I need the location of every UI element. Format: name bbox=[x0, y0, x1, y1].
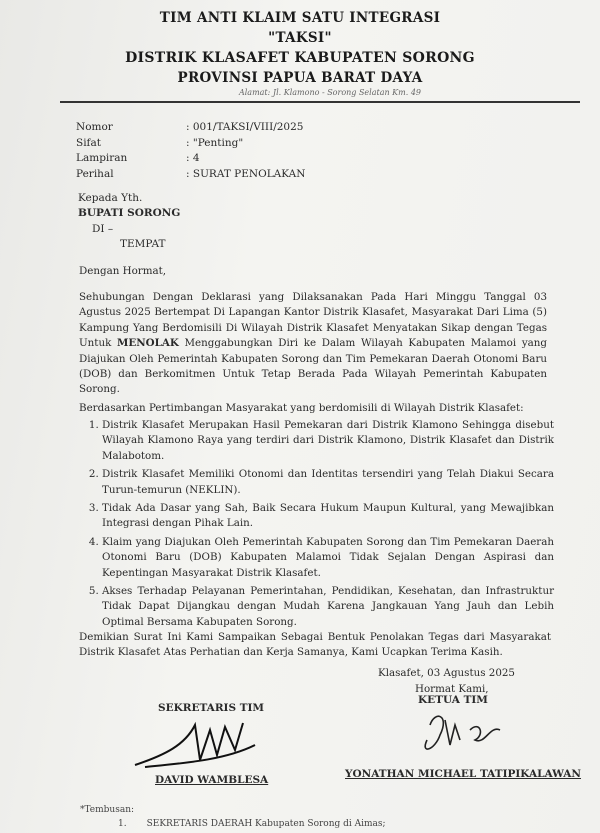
considerations-intro: Berdasarkan Pertimbangan Masyarakat yang berdomisili di Wilayah Distrik Klasafet: bbox=[79, 402, 524, 414]
list-item: 1. Distrik Klasafet Merupakan Hasil Pemekaran dari Distrik Klamono Sehingga disebut Wilayah Klamono Raya yang terdiri dari Distrik Klamono, Distrik Klasafet dan Distrik Malabotom. bbox=[102, 418, 554, 464]
cc-item-number: 1. bbox=[118, 819, 127, 829]
right-signatory-title: KETUA TIM bbox=[418, 694, 488, 706]
letterhead-address: Alamat: Jl. Klamono - Sorong Selatan Km. 49 bbox=[238, 88, 422, 97]
meta-label: Sifat bbox=[76, 136, 101, 149]
recipient-kepada: Kepada Yth. bbox=[78, 192, 143, 204]
letterhead-line-3: DISTRIK KLASAFET KABUPATEN SORONG bbox=[125, 50, 475, 66]
letterhead-line-4: PROVINSI PAPUA BARAT DAYA bbox=[177, 70, 423, 86]
list-item: 5. Akses Terhadap Pelayanan Pemerintahan, Pendidikan, Kesehatan, dan Infrastruktur Tidak Dapat Dijangkau dengan Mudah Karena Jangkauan Yang Jauh dan Lebih Optimal Bersama Kabupaten Sorong. bbox=[102, 584, 554, 630]
meta-label: Perihal bbox=[76, 167, 114, 180]
recipient-di: DI – bbox=[92, 223, 114, 235]
meta-row-sifat bbox=[76, 136, 305, 152]
recipient-name: BUPATI SORONG bbox=[78, 207, 181, 219]
right-signature-icon bbox=[415, 705, 515, 765]
list-item: 3. Tidak Ada Dasar yang Sah, Baik Secara Hukum Maupun Kultural, yang Mewajibkan Integrasi dengan Pihak Lain. bbox=[102, 501, 554, 532]
intro-text: Sehubungan Dengan Deklarasi yang Dilaksanakan Pada Hari Minggu Tanggal 03 Agustus 2025 Bertempat Di Lapangan Kantor Distrik Klasafet, Masyarakat Dari Lima (5) Kampung Yang Berdomisili Di Wilayah Distrik Klasafet Menyatakan Sikap dengan Tegas Untuk bbox=[79, 291, 547, 350]
meta-label: Lampiran bbox=[76, 152, 128, 164]
meta-value: : SURAT PENOLAKAN bbox=[186, 167, 306, 180]
list-item: 4. Klaim yang Diajukan Oleh Pemerintah Kabupaten Sorong dan Tim Pemekaran Daerah Otonomi Baru (DOB) Kabupaten Malamoi Tidak Sejalan Dengan Aspirasi dan Kepentingan Masyarakat Distrik Klasafet. bbox=[102, 535, 554, 581]
closing-paragraph: Demikian Surat Ini Kami Sampaikan Sebagai Bentuk Penolakan Tegas dari Masyarakat Distrik Klasafet Atas Perhatian dan Kerja Samanya, Kami Ucapkan Terima Kasih. bbox=[79, 631, 551, 659]
header-divider bbox=[60, 101, 580, 103]
left-signature-icon bbox=[125, 715, 265, 775]
meta-row-nomor bbox=[76, 120, 305, 136]
intro-emphasis: MENOLAK bbox=[117, 337, 179, 350]
left-signatory-name: DAVID WAMBLESA bbox=[155, 774, 269, 786]
meta-label: Nomor bbox=[76, 121, 113, 133]
intro-paragraph bbox=[79, 290, 547, 398]
place-date: Klasafet, 03 Agustus 2025 bbox=[378, 667, 515, 679]
meta-row-perihal bbox=[76, 167, 305, 183]
cc-item bbox=[118, 819, 386, 829]
letterhead-line-2: "TAKSI" bbox=[268, 30, 332, 46]
cc-label: *Tembusan: bbox=[80, 805, 135, 815]
meta-value: : "Penting" bbox=[186, 136, 244, 149]
meta-value: : 001/TAKSI/VIII/2025 bbox=[186, 121, 304, 133]
considerations-list bbox=[80, 418, 554, 633]
cc-item-text: SEKRETARIS DAERAH Kabupaten Sorong di Aimas; bbox=[146, 819, 386, 829]
left-signatory-title: SEKRETARIS TIM bbox=[158, 702, 265, 714]
meta-row-lampiran bbox=[76, 151, 305, 167]
regards: Hormat Kami, bbox=[415, 683, 489, 695]
meta-value: : 4 bbox=[186, 152, 200, 164]
right-signatory-name: YONATHAN MICHAEL TATIPIKALAWAN bbox=[345, 768, 582, 780]
letter-meta bbox=[76, 120, 305, 182]
list-item: 2. Distrik Klasafet Memiliki Otonomi dan Identitas tersendiri yang Telah Diakui Secara Turun-temurun (NEKLIN). bbox=[102, 467, 554, 498]
intro-text: Menggabungkan Diri ke Dalam Wilayah Kabupaten Malamoi yang Diajukan Oleh Pemerintah Kabupaten Sorong dan Tim Pemekaran Daerah Otonomi Baru (DOB) dan Berkomitmen Untuk Tetap Berada Pada Wilayah Pemerintah Kabupaten Sorong. bbox=[79, 337, 547, 396]
letterhead-line-1: TIM ANTI KLAIM SATU INTEGRASI bbox=[159, 10, 441, 26]
recipient-tempat: TEMPAT bbox=[120, 238, 166, 250]
salutation: Dengan Hormat, bbox=[79, 265, 167, 277]
